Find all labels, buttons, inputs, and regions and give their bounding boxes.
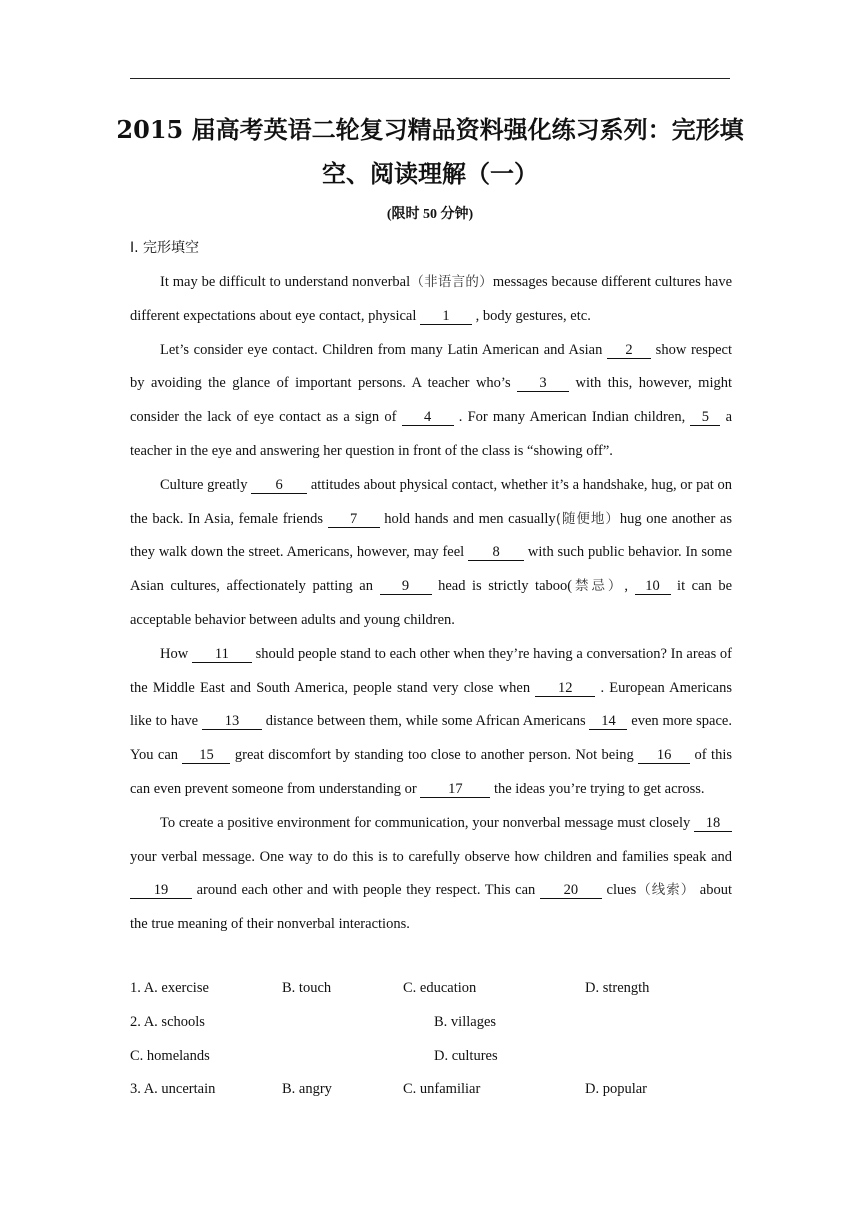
chinese-gloss: （线索） [636,882,696,899]
text: around each other and with people they respect. This can [192,882,540,899]
blank-9: 9 [380,578,432,595]
question-2-options-cont [130,1040,740,1074]
blank-20: 20 [540,882,602,899]
option-1a: 1. A. exercise [130,980,209,996]
blank-18: 18 [694,815,732,832]
text: it can be acceptable behavior between adults and young children. [130,578,733,628]
text: hug one another as they walk down the street. Americans, however, may feel [130,510,732,561]
blank-15: 15 [182,747,230,764]
title-line-1: 2015 届高考英语二轮复习精品资料强化练习系列：完形填 [116,115,744,144]
question-2-options [130,1006,740,1040]
option-1c: C. education [403,980,477,996]
text: with this, however, might consider the lack of eye contact as a sign of [130,375,733,426]
option-2c: C. homelands [130,1047,210,1064]
blank-19: 19 [130,882,192,899]
text: Culture greatly [160,476,252,493]
header-rule [130,78,730,79]
paragraph-1 [130,266,732,334]
blank-13: 13 [202,713,262,730]
blank-12: 12 [535,680,595,697]
chinese-gloss: (随便地） [555,510,620,527]
cloze-passage [130,266,732,942]
page-title [110,108,750,196]
text: attitudes about physical contact, whether it’s a handshake, hug, or pat on the back. In Asia, female friends [130,476,732,527]
option-3c: C. unfamiliar [403,1081,481,1098]
title-line-2: 空、阅读理解（一） [322,159,538,188]
blank-8: 8 [468,544,524,561]
chinese-gloss: （非语言的） [410,274,493,290]
text: with such public behavior. In some Asian cultures, affectionately patting an [130,544,733,595]
question-1-options [130,972,740,1006]
text: even more space. You can [130,713,732,764]
blank-10: 10 [635,578,671,595]
text: hold hands and men casually [379,510,556,527]
text: . For many American Indian children, [453,409,691,426]
text: To create a positive environment for communication, your nonverbal message must closely [160,814,694,831]
answer-options [130,972,740,1107]
text: , [624,578,635,595]
time-limit: (限时 50 分钟) [386,207,474,222]
blank-11: 11 [192,646,252,663]
text: a teacher in the eye and answering her question in front of the class is “showing off”. [130,409,733,459]
blank-5: 5 [690,409,720,426]
paragraph-5 [130,807,732,942]
text: head is strictly taboo( [431,578,573,595]
option-2a: 2. A. schools [130,1013,205,1030]
blank-1: 1 [420,308,472,325]
text: It may be difficult to understand nonverbal [160,274,411,290]
text: distance between them, while some African Americans [261,713,590,730]
option-1b: B. touch [282,980,332,996]
blank-14: 14 [589,713,627,730]
text: should people stand to each other when they’re having a conversation? In areas of the Middle East and South America, people stand very close when [130,645,732,696]
text: great discomfort by standing too close to another person. Not being [230,747,639,764]
text: show respect by avoiding the glance of important persons. A teacher who’s [130,341,732,392]
text: messages because different cultures have different expectations about eye contact, physical [130,274,732,324]
text: of this can even prevent someone from understanding or [130,747,732,797]
option-3b: B. angry [282,1081,332,1098]
text: How [160,645,192,662]
blank-6: 6 [251,477,307,494]
text: Let’s consider eye contact. Children from many Latin American and Asian [160,341,608,358]
option-2b: B. villages [434,1013,497,1030]
blank-3: 3 [517,375,569,392]
option-3d: D. popular [585,1081,648,1098]
text: your verbal message. One way to do this is to carefully observe how children and families speak and [130,848,732,865]
question-3-options [130,1073,740,1107]
text: the ideas you’re trying to get across. [490,780,705,797]
text: about the true meaning of their nonverbal interactions. [130,882,733,933]
text: . European Americans like to have [130,679,732,730]
chinese-gloss: 禁忌） [572,578,625,595]
blank-4: 4 [402,409,454,426]
paragraph-3 [130,469,732,638]
text: , body gestures, etc. [472,307,591,324]
blank-7: 7 [328,511,380,528]
option-2d: D. cultures [434,1047,498,1064]
section-heading: Ⅰ. 完形填空 [130,240,200,256]
blank-16: 16 [638,747,690,764]
text: clues [601,882,637,899]
paragraph-2 [130,334,732,469]
option-3a: 3. A. uncertain [130,1081,216,1098]
option-1d: D. strength [585,980,650,996]
blank-2: 2 [607,342,651,359]
paragraph-4 [130,638,732,807]
blank-17: 17 [420,781,490,798]
